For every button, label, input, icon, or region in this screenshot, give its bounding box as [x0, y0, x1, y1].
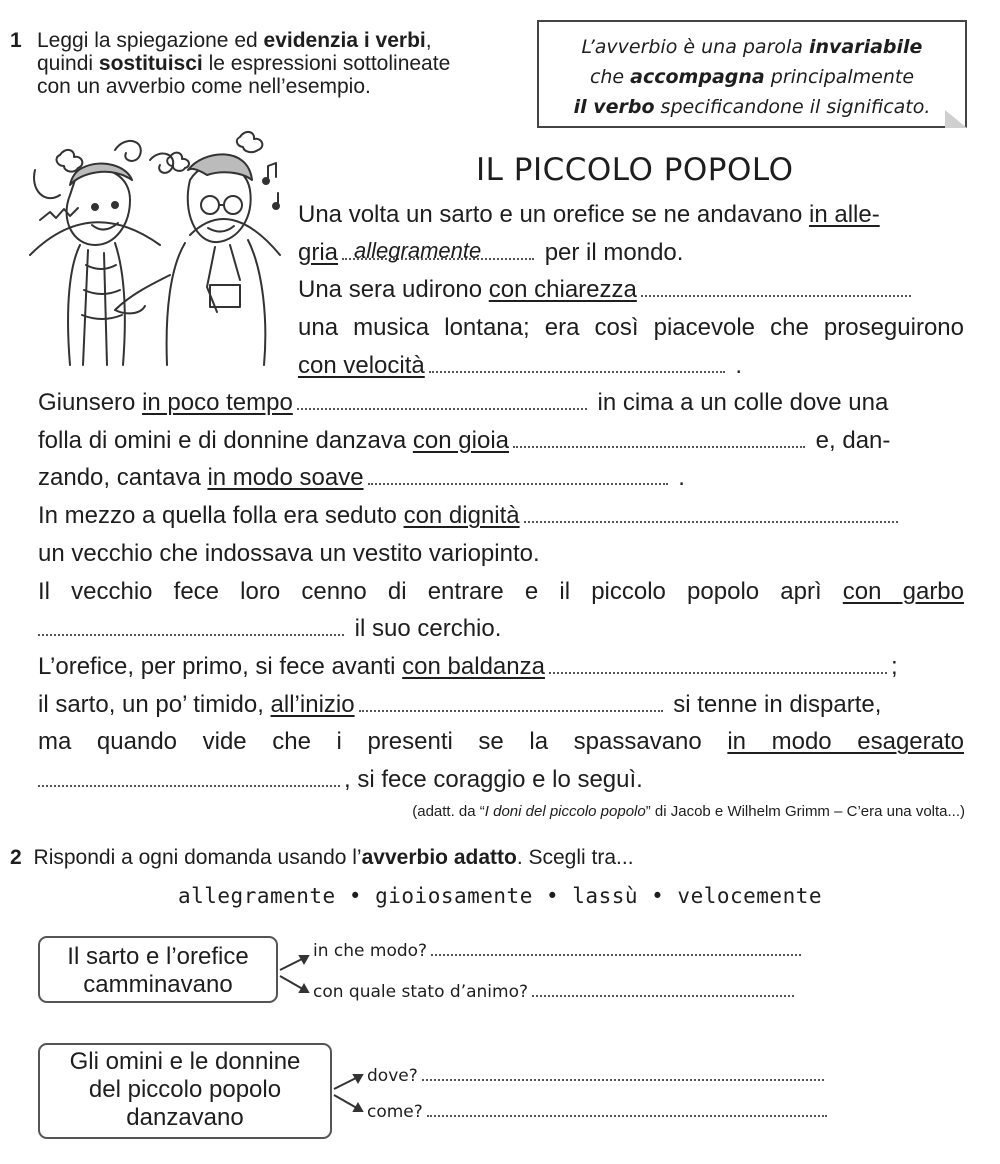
story-text: folla di omini e di donnine danzava: [38, 426, 413, 454]
story-line: [298, 196, 964, 234]
instruction-text: . Scegli tra...: [516, 846, 634, 869]
exercise-2-instruction: [10, 846, 634, 870]
underlined-expression: in modo esagerato: [727, 728, 964, 756]
story-line: [38, 497, 964, 535]
instruction-text: ,: [425, 29, 432, 52]
question-line: [367, 1102, 831, 1122]
subject-box-2: [38, 1043, 332, 1139]
answer-blank[interactable]: [427, 1115, 827, 1117]
story-text: In mezzo a quella folla era seduto: [38, 502, 404, 530]
answer-blank[interactable]: [549, 672, 887, 674]
story-line: [298, 347, 964, 385]
story-text: per il mondo.: [538, 238, 684, 266]
story-text: , si fece coraggio e lo seguì.: [344, 766, 643, 794]
underlined-expression: con chiarezza: [488, 276, 637, 304]
question-line: [313, 982, 798, 1002]
story-block-top: [298, 196, 964, 385]
story-line: una musica lontana; era così piacevole che proseguirono: [298, 314, 964, 342]
instruction-text: le espressioni sottolineate: [202, 52, 451, 75]
answer-blank[interactable]: [359, 710, 663, 712]
box-text: Il sarto e l’orefice: [67, 943, 249, 970]
credit-text: ” di Jacob e Wilhelm Grimm – C’era una volta...): [645, 803, 965, 820]
story-line: [38, 422, 964, 460]
answer-blank[interactable]: [532, 995, 794, 997]
word-bank: allegramente • gioiosamente • lassù • velocemente: [177, 884, 822, 908]
story-text: Giunsero: [38, 389, 143, 416]
story-line: [38, 761, 964, 799]
story-text: il suo cerchio.: [348, 615, 502, 643]
note-text: che: [589, 66, 631, 88]
example-answer: allegramente: [354, 237, 482, 263]
story-text: Una volta un sarto e un orefice se ne andavano: [298, 201, 810, 228]
story-text: ma quando vide che i presenti se la spassavano: [38, 728, 728, 756]
subject-box-1: [38, 936, 278, 1003]
exercise-1-instruction: [10, 29, 451, 98]
underlined-expression: all’inizio: [270, 690, 355, 718]
credit-text: (adatt. da “: [412, 803, 485, 820]
story-line: un vecchio che indossava un vestito variopinto.: [38, 539, 540, 567]
answer-blank[interactable]: [368, 483, 668, 485]
underlined-expression: con garbo: [842, 577, 965, 605]
story-line: [38, 686, 964, 724]
instruction-bold: sostituisci: [98, 52, 203, 75]
story-text: il sarto, un po’ timido,: [38, 690, 271, 718]
story-title: IL PICCOLO POPOLO: [476, 152, 794, 188]
question-label: dove?: [367, 1066, 418, 1086]
answer-blank[interactable]: [431, 954, 801, 956]
box-text: del piccolo popolo: [88, 1076, 282, 1103]
answer-blank[interactable]: [297, 408, 587, 410]
instruction-text: Rispondi a ogni domanda usando l’: [33, 846, 362, 869]
story-line: [38, 723, 964, 761]
underlined-expression: con baldanza: [402, 652, 545, 680]
exercise-number: 1: [10, 29, 22, 52]
story-text: L’orefice, per primo, si fece avanti: [38, 652, 403, 680]
note-bold: invariabile: [808, 36, 923, 58]
story-text: e, dan-: [809, 426, 891, 454]
note-text: specificandone il significato.: [654, 96, 931, 118]
question-label: come?: [367, 1102, 423, 1122]
underlined-expression: con gioia: [412, 426, 509, 454]
box-text: danzavano: [126, 1104, 244, 1131]
note-text: principalmente: [764, 66, 915, 88]
story-line: [38, 384, 964, 422]
question-label: con quale stato d’animo?: [313, 982, 528, 1002]
answer-blank[interactable]: [524, 521, 898, 523]
instruction-bold: evidenzia i verbi: [263, 29, 426, 52]
story-line: [298, 234, 964, 272]
note-bold: accompagna: [630, 66, 765, 88]
story-line: [38, 610, 964, 648]
tailor-goldsmith-illustration: [20, 125, 300, 375]
story-line: [38, 459, 964, 497]
underlined-expression: in poco tempo: [142, 389, 293, 416]
story-text: ;: [890, 652, 898, 680]
underlined-expression: con velocità: [298, 351, 425, 379]
answer-blank[interactable]: [422, 1079, 824, 1081]
answer-blank[interactable]: [38, 785, 340, 787]
answer-blank[interactable]: [641, 295, 911, 297]
underlined-expression: gria: [298, 238, 339, 266]
story-text: zando, cantava: [38, 464, 208, 492]
story-text: .: [671, 464, 685, 492]
answer-blank[interactable]: [38, 634, 344, 636]
exercise-number: 2: [10, 846, 22, 869]
definition-note-box: [537, 20, 967, 128]
box-text: Gli omini e le donnine: [69, 1048, 301, 1075]
story-text: in cima a un colle dove una: [590, 389, 889, 416]
answer-blank[interactable]: [429, 371, 725, 373]
instruction-text: Leggi la spiegazione ed: [37, 29, 264, 52]
underlined-expression: in alle-: [809, 201, 880, 228]
story-line: [38, 648, 964, 686]
underlined-expression: in modo soave: [207, 464, 364, 492]
question-label: in che modo?: [313, 941, 428, 961]
story-text: si tenne in disparte,: [666, 690, 882, 718]
story-line: [298, 271, 964, 309]
story-text: .: [728, 351, 743, 379]
instruction-text: quindi: [37, 52, 99, 75]
story-text: Il vecchio fece loro cenno di entrare e il piccolo popolo aprì: [38, 577, 843, 605]
box-text: camminavano: [83, 971, 233, 998]
instruction-text: con un avverbio come nell’esempio.: [37, 75, 371, 98]
story-block-bottom: [38, 384, 964, 799]
source-credit: [412, 803, 965, 820]
story-line: [38, 573, 964, 611]
credit-title: I doni del piccolo popolo: [484, 803, 646, 820]
note-bold: il verbo: [573, 96, 655, 118]
question-line: [313, 941, 805, 961]
answer-blank[interactable]: [513, 446, 805, 448]
question-line: [367, 1066, 828, 1086]
instruction-bold: avverbio adatto: [361, 846, 517, 869]
note-text: L’avverbio è una parola: [581, 36, 809, 58]
story-text: Una sera udirono: [298, 276, 489, 304]
arrows-group-1: [278, 944, 318, 1004]
underlined-expression: con dignità: [403, 502, 520, 530]
arrows-group-2: [332, 1063, 372, 1123]
page-fold-corner: [945, 110, 967, 128]
